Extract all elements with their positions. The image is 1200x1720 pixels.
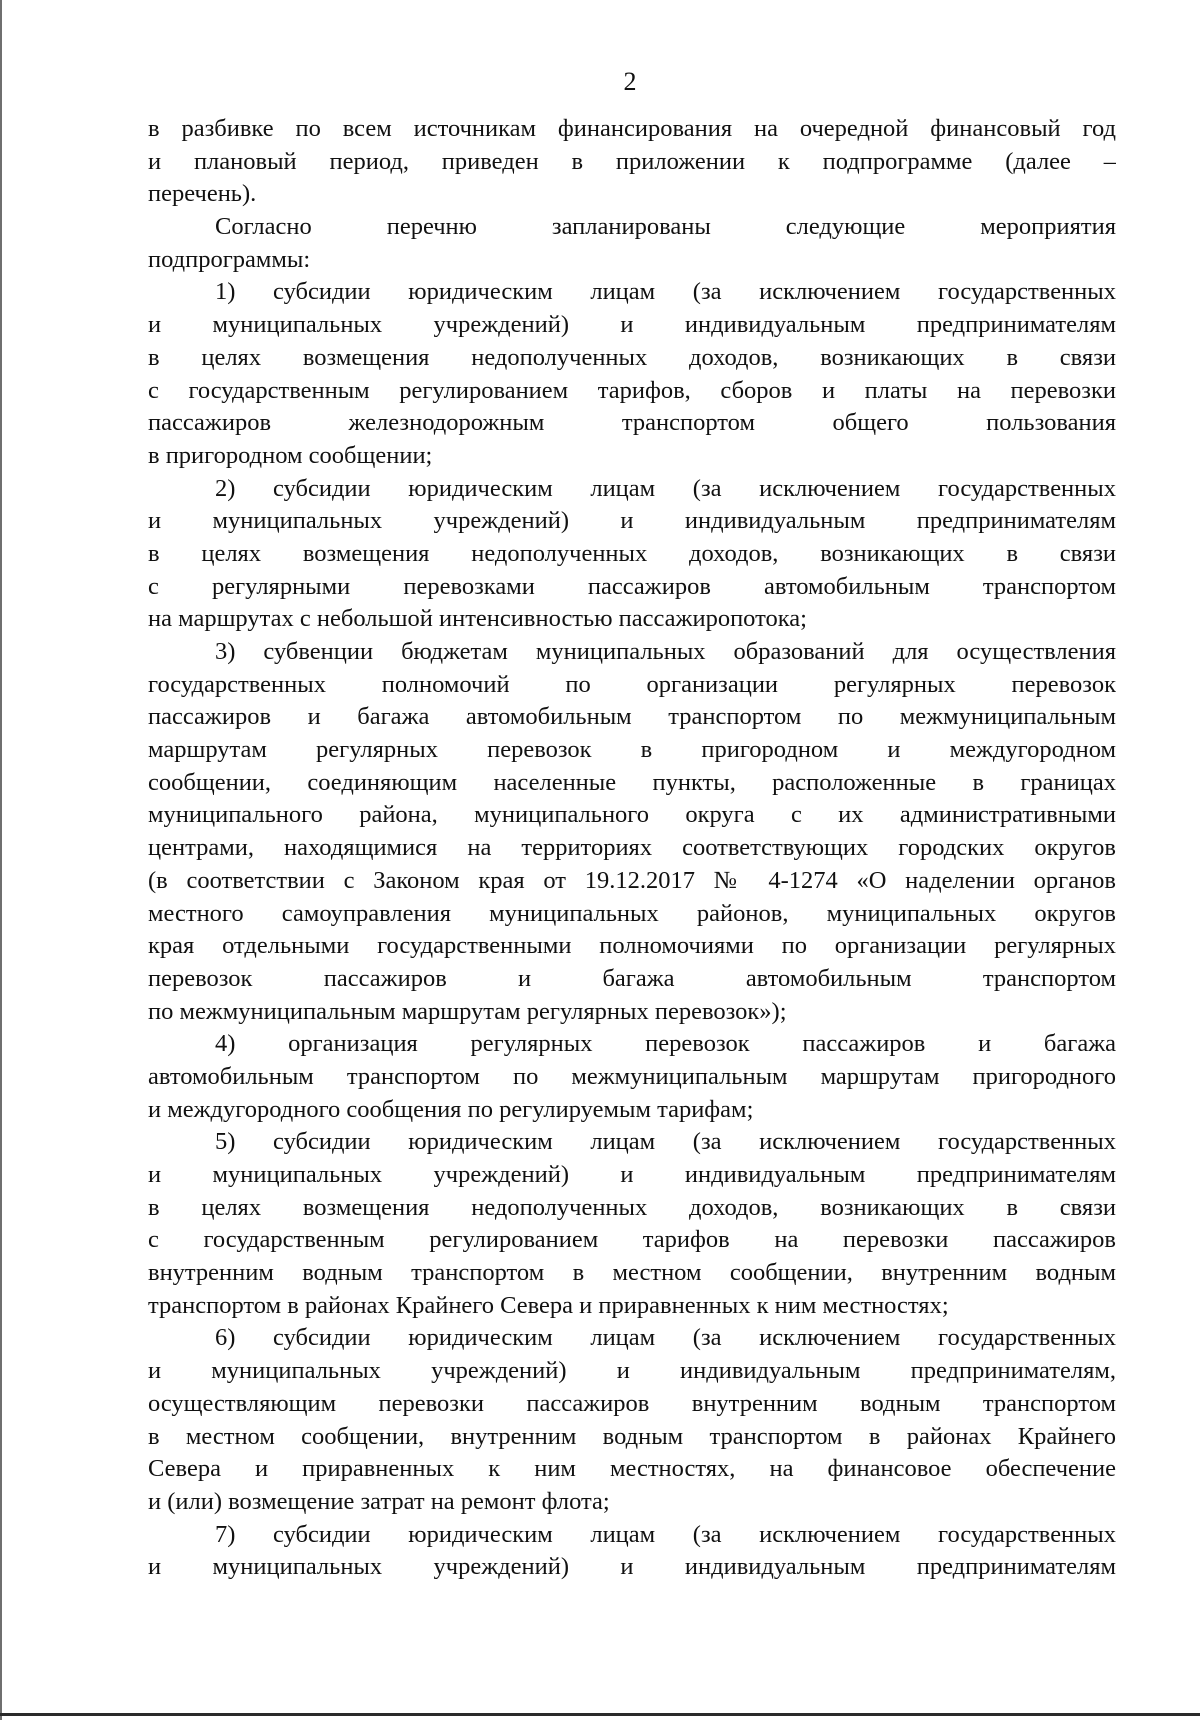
- text-line: местного самоуправления муниципальных районов, муниципальных округов: [148, 899, 1116, 927]
- text-line: 3) субвенции бюджетам муниципальных образований для осуществления: [215, 638, 1116, 665]
- text-line: с регулярными перевозками пассажиров автомобильным транспортом: [148, 572, 1116, 600]
- text-line: с государственным регулированием тарифов, сборов и платы на перевозки: [148, 376, 1116, 404]
- text-line: 4) организация регулярных перевозок пассажиров и багажа: [215, 1030, 1116, 1058]
- text-line: государственных полномочий по организации регулярных перевозок: [148, 670, 1116, 698]
- text-line: и муниципальных учреждений) и индивидуальным предпринимателям: [148, 311, 1116, 339]
- text-line: и междугородного сообщения по регулируемым тарифам;: [148, 1095, 754, 1123]
- text-line: автомобильным транспортом по межмуниципальным маршрутам пригородного: [148, 1062, 1116, 1090]
- text-line: в целях возмещения недополученных доходов, возникающих в связи: [148, 1193, 1116, 1221]
- text-line: в целях возмещения недополученных доходов, возникающих в связи: [148, 343, 1116, 371]
- text-line: подпрограммы:: [148, 245, 311, 273]
- text-line: перевозок пассажиров и багажа автомобильным транспортом: [148, 964, 1116, 992]
- text-line: и (или) возмещение затрат на ремонт флота;: [148, 1487, 610, 1515]
- text-line: с государственным регулированием тарифов на перевозки пассажиров: [148, 1226, 1116, 1254]
- text-line: в целях возмещения недополученных доходов, возникающих в связи: [148, 539, 1116, 567]
- text-line: муниципального района, муниципального округа с их административными: [148, 801, 1116, 829]
- page-number: 2: [623, 67, 637, 96]
- text-line: 5) субсидии юридическим лицам (за исключением государственных: [215, 1128, 1116, 1156]
- text-line: на маршрутах с небольшой интенсивностью пассажиропотока;: [148, 605, 807, 633]
- text-line: и муниципальных учреждений) и индивидуальным предпринимателям: [148, 1553, 1116, 1581]
- text-line: 7) субсидии юридическим лицам (за исключением государственных: [215, 1520, 1116, 1548]
- text-line: в местном сообщении, внутренним водным транспортом в районах Крайнего: [148, 1422, 1116, 1450]
- text-line: края отдельными государственными полномочиями по организации регулярных: [148, 932, 1116, 960]
- text-line: и муниципальных учреждений) и индивидуальным предпринимателям: [148, 507, 1116, 535]
- scan-bottom-edge: [0, 1713, 1200, 1716]
- text-line: сообщении, соединяющим населенные пункты, расположенные в границах: [148, 768, 1116, 796]
- text-line: и плановый период, приведен в приложении к подпрограмме (далее –: [148, 147, 1116, 175]
- text-line: Севера и приравненных к ним местностях, на финансовое обеспечение: [148, 1455, 1116, 1483]
- text-line: 6) субсидии юридическим лицам (за исключением государственных: [215, 1324, 1116, 1352]
- text-line: маршрутам регулярных перевозок в пригородном и междугородном: [148, 736, 1116, 764]
- text-line: внутренним водным транспортом в местном сообщении, внутренним водным: [148, 1259, 1116, 1287]
- text-line: и муниципальных учреждений) и индивидуальным предпринимателям,: [148, 1357, 1116, 1385]
- text-line: 1) субсидии юридическим лицам (за исключением государственных: [215, 278, 1116, 306]
- text-line: пассажиров и багажа автомобильным транспортом по межмуниципальным: [148, 703, 1116, 731]
- text-line: перечень).: [148, 180, 257, 208]
- text-line: 2) субсидии юридическим лицам (за исключением государственных: [215, 474, 1116, 502]
- scan-left-edge: [0, 0, 2, 1720]
- document-body: [148, 113, 1116, 1584]
- text-line: пассажиров железнодорожным транспортом общего пользования: [148, 409, 1116, 437]
- text-line: и муниципальных учреждений) и индивидуальным предпринимателям: [148, 1161, 1116, 1188]
- text-line: осуществляющим перевозки пассажиров внутренним водным транспортом: [148, 1389, 1116, 1417]
- text-line: Согласно перечню запланированы следующие мероприятия: [215, 213, 1116, 241]
- text-line: в разбивке по всем источникам финансирования на очередной финансовый год: [148, 115, 1116, 142]
- text-line: транспортом в районах Крайнего Севера и приравненных к ним местностях;: [148, 1291, 949, 1319]
- text-line: (в соответствии с Законом края от 19.12.2017 № 4-1274 «О наделении органов: [148, 866, 1116, 894]
- text-line: по межмуниципальным маршрутам регулярных перевозок»);: [148, 997, 787, 1025]
- text-line: в пригородном сообщении;: [148, 441, 433, 469]
- text-line: центрами, находящимися на территориях соответствующих городских округов: [148, 834, 1116, 862]
